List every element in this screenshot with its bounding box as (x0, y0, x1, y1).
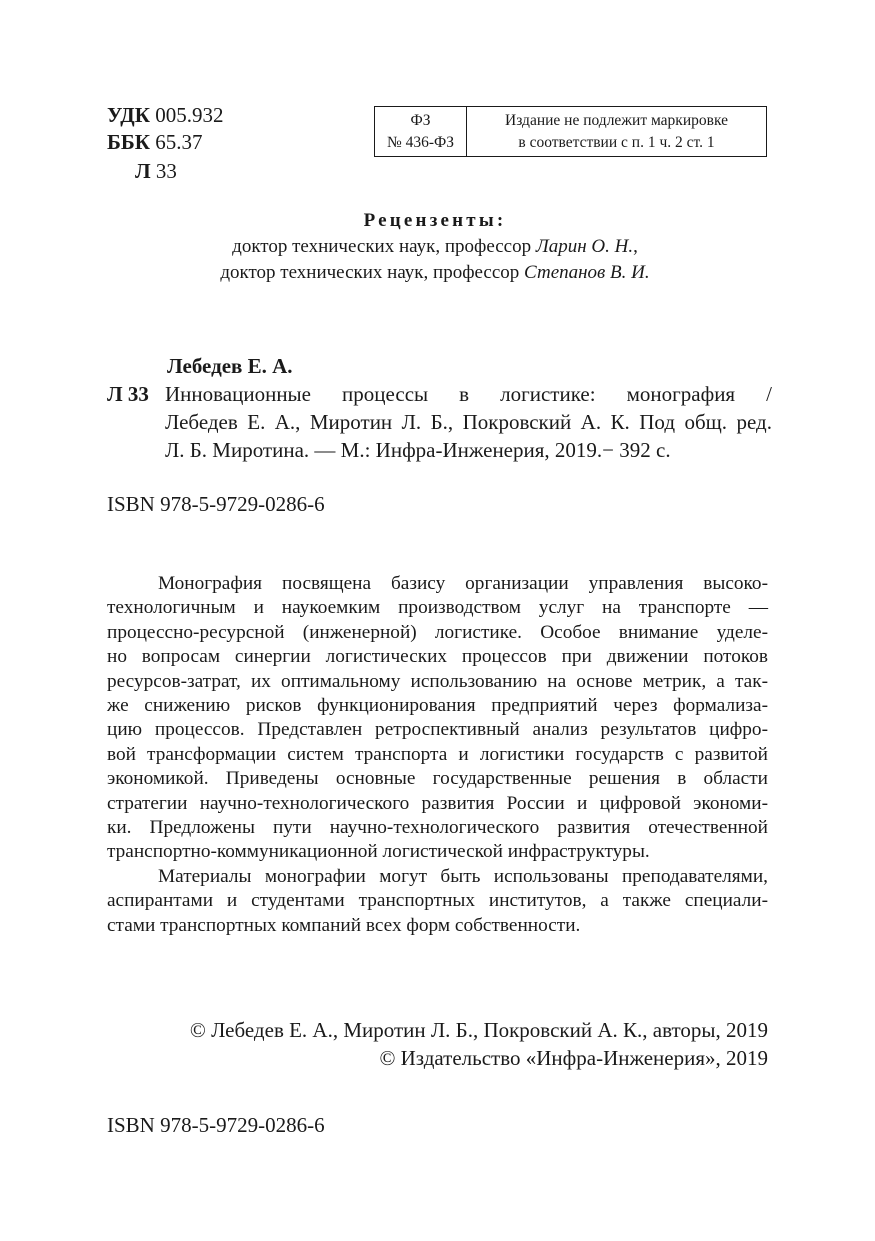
abstract-line: ресурсов-затрат, их оптимальному использованию на основе метрик, а так- (107, 670, 768, 692)
bbk-value: 65.37 (155, 130, 203, 154)
biblio-description (165, 380, 772, 464)
abstract-line: же снижению рисков функционирования предприятий через формализа- (107, 695, 768, 717)
biblio-line-1: Инновационные процессы в логистике: монография / (165, 382, 772, 406)
udk-line (107, 102, 223, 129)
author-mark-line (135, 158, 177, 185)
fz-note-cell (467, 107, 766, 156)
abstract-line: но вопросам синергии логистических процессов при движении потоков (107, 646, 768, 668)
udk-value: 005.932 (155, 103, 224, 127)
reviewer-1-end: , (633, 236, 638, 257)
abstract-line: экономикой. Приведены основные государственные решения в области (107, 768, 768, 790)
abstract-line: аспирантами и студентами транспортных институтов, а также специали- (107, 890, 768, 912)
reviewer-1-name: Ларин О. Н. (535, 236, 634, 257)
abstract-line: стратегии научно-технологического развития России и цифровой экономи- (107, 792, 768, 814)
abstract-line: Материалы монографии могут быть использованы преподавателями, (158, 865, 768, 887)
fz-note-line-2: в соответствии с п. 1 ч. 2 ст. 1 (518, 133, 715, 151)
abstract-line: транспортно-коммуникационной логистической инфраструктуры. (107, 841, 650, 863)
fz-law-number: № 436-ФЗ (386, 133, 455, 151)
fz-note-line-1: Издание не подлежит маркировке (505, 111, 728, 129)
isbn-bottom: ISBN 978-5-9729-0286-6 (107, 1113, 325, 1137)
reviewers-section (100, 208, 770, 286)
abstract-line: технологичным и наукоемким производством услуг на транспорте — (107, 597, 768, 619)
reviewer-1 (100, 234, 770, 260)
biblio-line-3: Л. Б. Миротина. — М.: Инфра-Инженерия, 2019.− 392 с. (165, 438, 671, 462)
biblio-author: Лебедев Е. А. (167, 354, 293, 378)
author-mark-number: 33 (155, 159, 177, 183)
fz-law-cell (375, 107, 467, 156)
abstract-line: ки. Предложены пути научно-технологического развития отечественной (107, 817, 768, 839)
fz-label-box (374, 106, 767, 157)
reviewer-2-role: доктор технических наук, профессор (220, 262, 525, 283)
reviewer-2-name: Степанов В. И. (524, 262, 650, 283)
reviewer-1-role: доктор технических наук, профессор (232, 236, 536, 257)
bbk-line (107, 129, 203, 156)
abstract-line: Монография посвящена базису организации управления высоко- (158, 573, 768, 594)
author-mark-code: Л (135, 159, 151, 183)
biblio-entry (107, 380, 772, 464)
udk-label: УДК (107, 103, 150, 127)
bbk-label: ББК (107, 130, 150, 154)
abstract (107, 572, 768, 938)
fz-law-title: ФЗ (410, 111, 431, 129)
reviewer-2 (100, 260, 770, 286)
copyright-authors: © Лебедев Е. А., Миротин Л. Б., Покровский А. К., авторы, 2019 (189, 1018, 768, 1042)
biblio-line-2: Лебедев Е. А., Миротин Л. Б., Покровский А. К. Под общ. ред. (165, 410, 772, 434)
isbn-top: ISBN 978-5-9729-0286-6 (107, 492, 325, 516)
abstract-line: цию процессов. Представлен ретроспективный анализ результатов цифро- (107, 719, 768, 741)
bibliographic-record (107, 352, 772, 464)
copyright-publisher: © Издательство «Инфра-Инженерия», 2019 (379, 1046, 768, 1070)
abstract-line: вой трансформации систем транспорта и логистики государств с развитой (107, 743, 768, 765)
abstract-line: стами транспортных компаний всех форм собственности. (107, 914, 581, 936)
biblio-code: Л 33 (107, 382, 149, 406)
reviewers-title: Рецензенты: (363, 210, 507, 231)
abstract-line: процессно-ресурсной (инженерной) логистике. Особое внимание уделе- (107, 621, 768, 643)
